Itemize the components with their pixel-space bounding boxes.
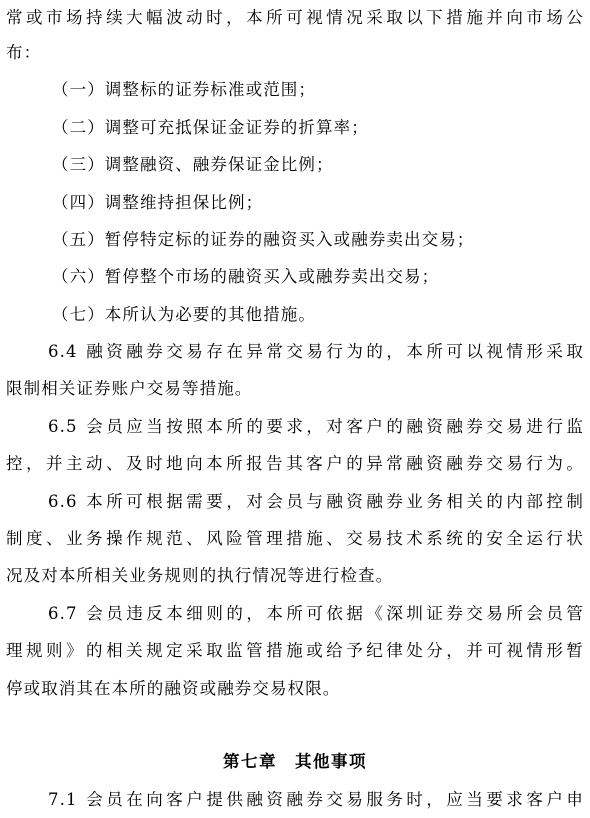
clause-6-7-line: 停或取消其在本所的融资或融券交易权限。 <box>6 679 341 698</box>
list-item: （一）调整标的证券标准或范围； <box>52 80 316 99</box>
list-item: （四）调整维持担保比例； <box>52 193 264 212</box>
list-item: （六）暂停整个市场的融资买入或融券卖出交易； <box>52 267 440 286</box>
paragraph-line: 布： <box>6 43 42 62</box>
clause-6-6-line: 6.6 本所可根据需要，对会员与融资融券业务相关的内部控制 <box>48 492 584 511</box>
list-item: （七）本所认为必要的其他措施。 <box>52 305 316 324</box>
clause-6-7-line: 6.7 会员违反本细则的，本所可依据《深圳证券交易所会员管 <box>48 604 584 623</box>
list-item: （二）调整可充抵保证金证券的折算率； <box>52 118 369 137</box>
paragraph-line: 常或市场持续大幅波动时，本所可视情况采取以下措施并向市场公 <box>6 8 584 27</box>
clause-7-1-line: 7.1 会员在向客户提供融资融券交易服务时，应当要求客户申 <box>48 790 584 809</box>
clause-6-6-line: 况及对本所相关业务规则的执行情况等进行检查。 <box>6 566 394 585</box>
list-item: （三）调整融资、融券保证金比例； <box>52 155 334 174</box>
chapter-heading: 第七章 其他事项 <box>223 752 367 771</box>
clause-6-7-line: 理规则》的相关规定采取监管措施或给予纪律处分，并可视情形暂 <box>6 641 584 660</box>
clause-6-6-line: 制度、业务操作规范、风险管理措施、交易技术系统的安全运行状 <box>6 529 584 548</box>
clause-6-4-line: 限制相关证券账户交易等措施。 <box>6 379 253 398</box>
clause-6-5-line: 6.5 会员应当按照本所的要求，对客户的融资融券交易进行监 <box>48 417 584 436</box>
clause-6-4-line: 6.4 融资融券交易存在异常交易行为的，本所可以视情形采取 <box>48 342 584 361</box>
clause-6-5-line: 控，并主动、及时地向本所报告其客户的异常融资融券交易行为。 <box>6 454 584 473</box>
list-item: （五）暂停特定标的证券的融资买入或融券卖出交易； <box>52 230 475 249</box>
